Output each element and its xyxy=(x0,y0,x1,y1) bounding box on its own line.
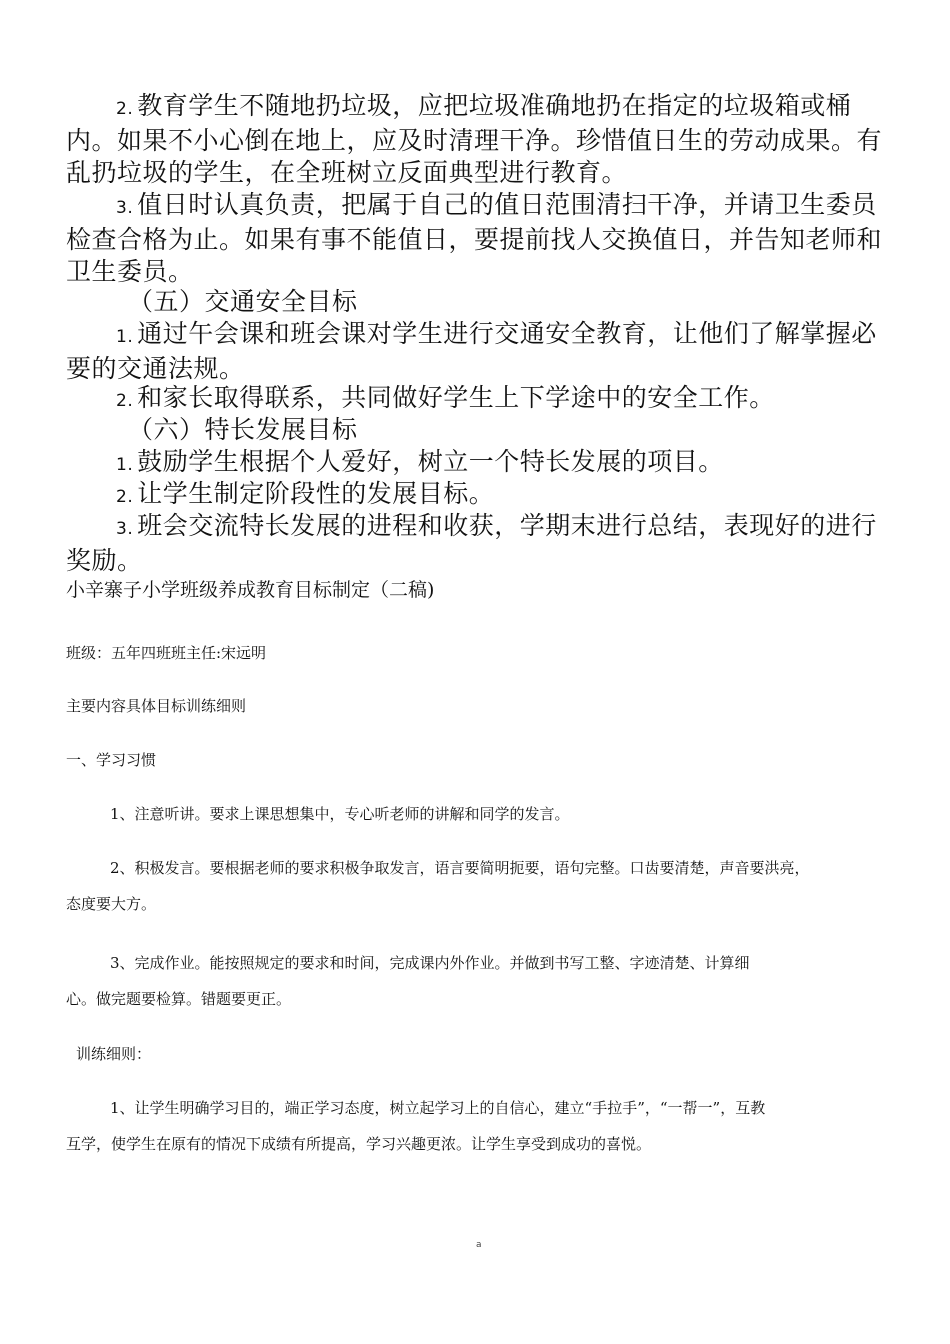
item-number: 2. xyxy=(116,391,134,411)
paragraph-text: 让学生制定阶段性的发展目标。 xyxy=(137,479,495,508)
item-text-line: 3、完成作业。能按照规定的要求和时间，完成课内外作业。并做到书写工整、字迹清楚、计算细 xyxy=(110,954,750,972)
paragraph-stage-goals xyxy=(66,478,896,513)
item-text-line: 2、积极发言。要根据老师的要求积极争取发言，语言要简明扼要，语句完整。口齿要清楚，声音要洪亮， xyxy=(110,859,810,877)
heading-talent-development: （六）特长发展目标 xyxy=(128,415,358,444)
document-title: 小辛寨子小学班级养成教育目标制定（二稿) xyxy=(66,579,435,601)
paragraph-text: 值日时认真负责，把属于自己的值日范围清扫干净，并请卫生委员检查合格为止。如果有事不能值日，要提前找人交换值日，并告知老师和卫生委员。 xyxy=(66,190,883,286)
item-number: 2. xyxy=(116,99,134,119)
section-study-habits: 一、学习习惯 xyxy=(66,751,157,769)
training-rules-heading: 训练细则： xyxy=(76,1045,152,1063)
item-number: 1. xyxy=(116,455,134,475)
paragraph-text: 和家长取得联系，共同做好学生上下学途中的安全工作。 xyxy=(137,383,775,412)
item-active-speaking xyxy=(66,857,896,915)
item-number: 3. xyxy=(116,519,134,539)
item-text-line: 态度要大方。 xyxy=(66,895,157,913)
item-text-line: 心。做完题要检算。错题要更正。 xyxy=(66,990,292,1008)
paragraph-text: 班会交流特长发展的进程和收获，学期末进行总结，表现好的进行奖励。 xyxy=(66,511,877,575)
paragraph-duty-cleaning xyxy=(66,189,896,288)
item-number: 3. xyxy=(116,198,134,218)
item-text-line: 1、让学生明确学习目的，端正学习态度，树立起学习上的自信心，建立“手拉手”，“一帮一”，互教 xyxy=(110,1099,766,1117)
paragraph-text: 通过午会课和班会课对学生进行交通安全教育，让他们了解掌握必要的交通法规。 xyxy=(66,319,877,383)
item-text-line: 互学，使学生在原有的情况下成绩有所提高，学习兴趣更浓。让学生享受到成功的喜悦。 xyxy=(66,1135,652,1153)
item-listen-attentively: 1、注意听讲。要求上课思想集中，专心听老师的讲解和同学的发言。 xyxy=(110,805,570,823)
paragraph-class-exchange xyxy=(66,510,896,577)
class-info-line: 班级：五年四班班主任:宋远明 xyxy=(66,644,267,662)
rule-study-purpose xyxy=(66,1097,896,1155)
paragraph-trash-disposal xyxy=(66,90,896,189)
paragraph-traffic-education xyxy=(66,318,896,385)
item-number: 1. xyxy=(116,327,134,347)
paragraph-encourage-hobby xyxy=(66,446,896,481)
item-number: 2. xyxy=(116,487,134,507)
paragraph-text: 鼓励学生根据个人爱好，树立一个特长发展的项目。 xyxy=(137,447,724,476)
paragraph-text: 教育学生不随地扔垃圾，应把垃圾准确地扔在指定的垃圾箱或桶内。如果不小心倒在地上，应及时清理干净。珍惜值日生的劳动成果。有乱扔垃圾的学生，在全班树立反面典型进行教育。 xyxy=(66,91,883,187)
item-complete-homework xyxy=(66,952,896,1010)
paragraph-parent-contact xyxy=(66,382,896,417)
heading-traffic-safety: （五）交通安全目标 xyxy=(128,287,358,316)
page-footer-mark: a xyxy=(476,1240,482,1250)
contents-line: 主要内容具体目标训练细则 xyxy=(66,697,247,715)
